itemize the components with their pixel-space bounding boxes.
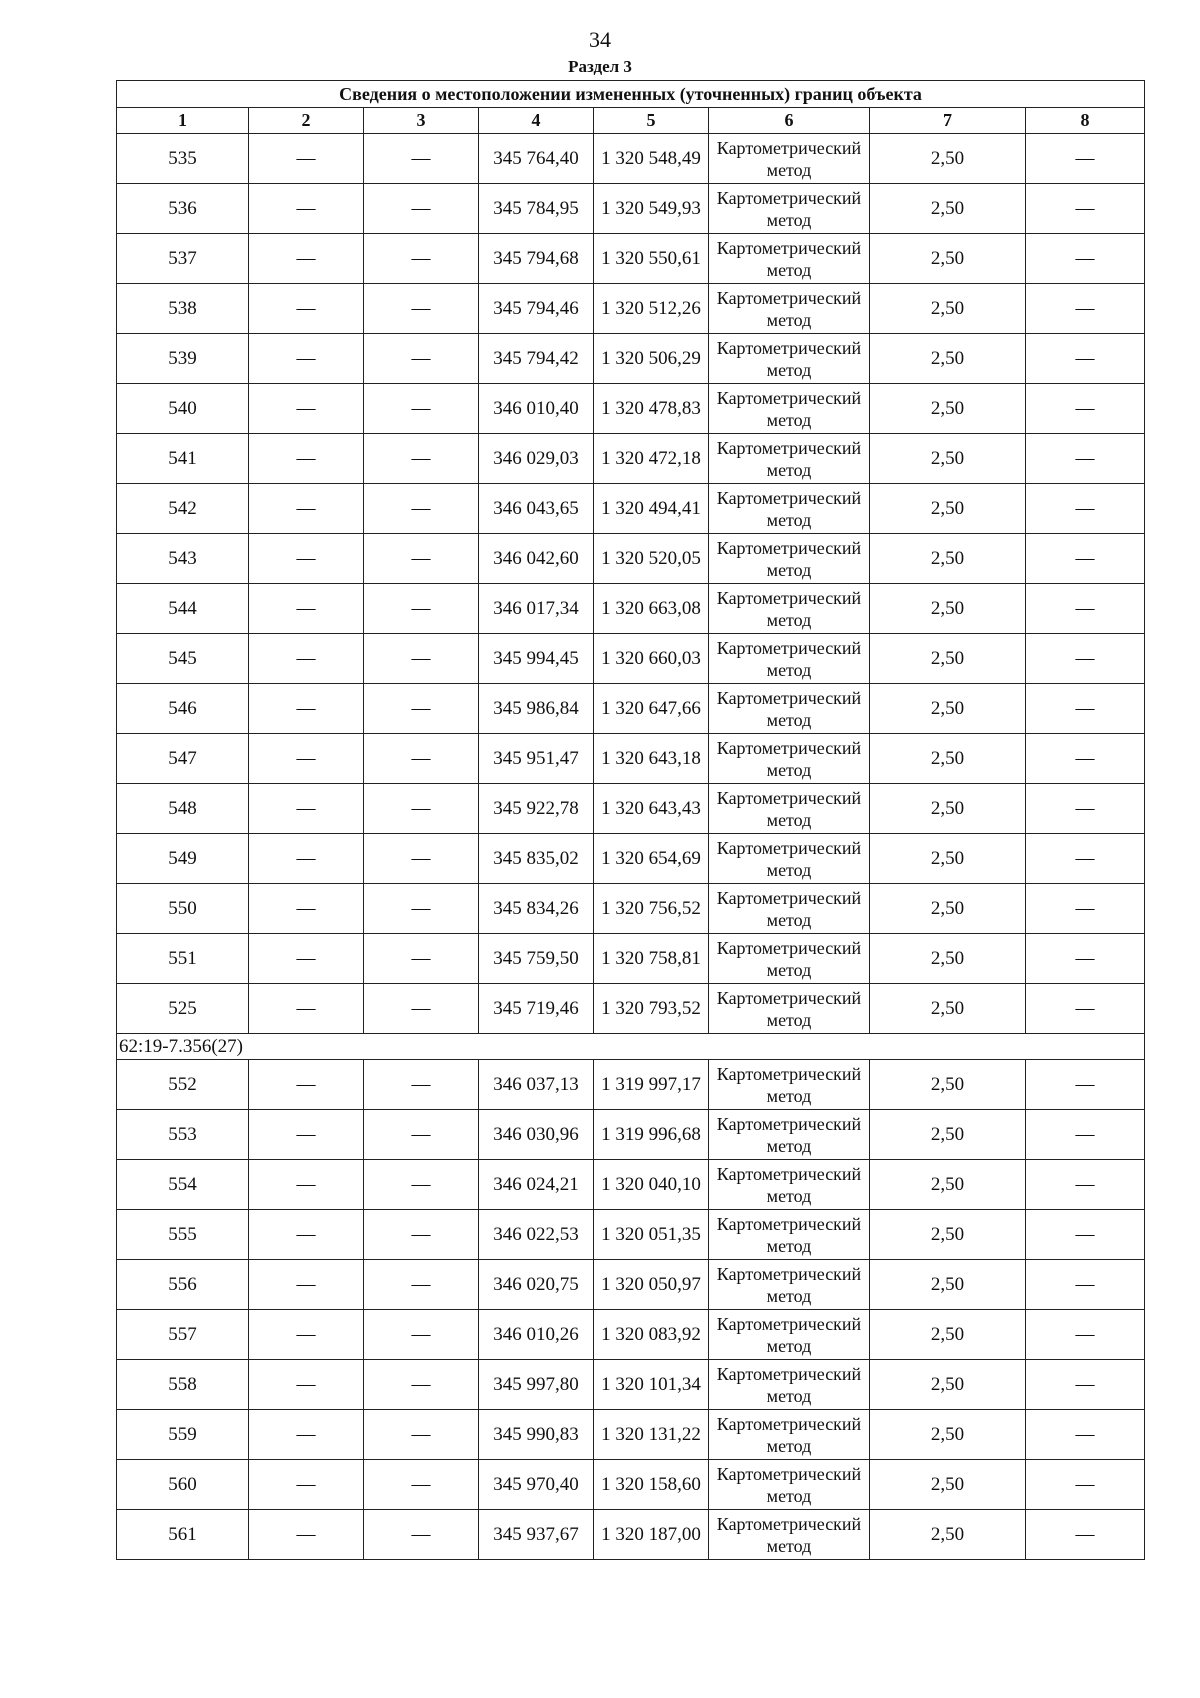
cell-new-y: 1 319 997,17 <box>594 1060 709 1110</box>
table-row <box>117 284 1145 334</box>
cell-precision: 2,50 <box>870 784 1026 834</box>
cell-description: — <box>1026 1310 1145 1360</box>
column-number-7: 7 <box>870 108 1026 134</box>
cell-description: — <box>1026 884 1145 934</box>
cell-method: Картометрический метод <box>709 534 870 584</box>
column-number-4: 4 <box>479 108 594 134</box>
cell-precision: 2,50 <box>870 1310 1026 1360</box>
cell-point-number: 544 <box>117 584 249 634</box>
cell-old-x: — <box>249 1210 364 1260</box>
cell-precision: 2,50 <box>870 1160 1026 1210</box>
cell-point-number: 541 <box>117 434 249 484</box>
cell-new-x: 345 970,40 <box>479 1460 594 1510</box>
table-row <box>117 134 1145 184</box>
cell-precision: 2,50 <box>870 334 1026 384</box>
cell-old-x: — <box>249 1310 364 1360</box>
cell-point-number: 549 <box>117 834 249 884</box>
cell-method: Картометрический метод <box>709 184 870 234</box>
cell-point-number: 535 <box>117 134 249 184</box>
cell-point-number: 550 <box>117 884 249 934</box>
cell-method: Картометрический метод <box>709 1360 870 1410</box>
cell-point-number: 537 <box>117 234 249 284</box>
cell-point-number: 545 <box>117 634 249 684</box>
cell-point-number: 543 <box>117 534 249 584</box>
page-number: 34 <box>589 27 611 52</box>
table-row <box>117 1360 1145 1410</box>
cell-old-x: — <box>249 1160 364 1210</box>
cell-old-x: — <box>249 1260 364 1310</box>
table-body <box>117 134 1145 1560</box>
cell-old-y: — <box>364 534 479 584</box>
table-row <box>117 434 1145 484</box>
cell-point-number: 560 <box>117 1460 249 1510</box>
cell-point-number: 561 <box>117 1510 249 1560</box>
cell-description: — <box>1026 234 1145 284</box>
group-label: 62:19-7.356(27) <box>117 1034 1145 1060</box>
cell-new-y: 1 319 996,68 <box>594 1110 709 1160</box>
table-row <box>117 1510 1145 1560</box>
cell-old-y: — <box>364 234 479 284</box>
cell-old-x: — <box>249 334 364 384</box>
cell-new-x: 345 784,95 <box>479 184 594 234</box>
cell-new-y: 1 320 654,69 <box>594 834 709 884</box>
cell-old-y: — <box>364 1510 479 1560</box>
cell-new-y: 1 320 549,93 <box>594 184 709 234</box>
cell-old-x: — <box>249 1110 364 1160</box>
table-row <box>117 934 1145 984</box>
cell-new-x: 345 794,42 <box>479 334 594 384</box>
cell-new-y: 1 320 660,03 <box>594 634 709 684</box>
cell-old-y: — <box>364 1110 479 1160</box>
cell-point-number: 554 <box>117 1160 249 1210</box>
group-label-row <box>117 1034 1145 1060</box>
cell-precision: 2,50 <box>870 134 1026 184</box>
cell-description: — <box>1026 934 1145 984</box>
cell-description: — <box>1026 734 1145 784</box>
cell-method: Картометрический метод <box>709 1110 870 1160</box>
cell-method: Картометрический метод <box>709 584 870 634</box>
cell-new-x: 345 951,47 <box>479 734 594 784</box>
cell-old-y: — <box>364 634 479 684</box>
cell-old-x: — <box>249 734 364 784</box>
cell-description: — <box>1026 834 1145 884</box>
cell-new-x: 346 017,34 <box>479 584 594 634</box>
cell-old-y: — <box>364 584 479 634</box>
cell-description: — <box>1026 1360 1145 1410</box>
cell-new-y: 1 320 758,81 <box>594 934 709 984</box>
cell-description: — <box>1026 1260 1145 1310</box>
cell-old-x: — <box>249 184 364 234</box>
cell-description: — <box>1026 134 1145 184</box>
table-row <box>117 234 1145 284</box>
cell-description: — <box>1026 284 1145 334</box>
column-number-8: 8 <box>1026 108 1145 134</box>
cell-new-x: 345 719,46 <box>479 984 594 1034</box>
cell-old-y: — <box>364 734 479 784</box>
table-row <box>117 1110 1145 1160</box>
table-row <box>117 884 1145 934</box>
cell-description: — <box>1026 584 1145 634</box>
cell-method: Картометрический метод <box>709 1310 870 1360</box>
cell-old-y: — <box>364 884 479 934</box>
cell-new-y: 1 320 083,92 <box>594 1310 709 1360</box>
cell-new-x: 346 043,65 <box>479 484 594 534</box>
cell-description: — <box>1026 1210 1145 1260</box>
cell-old-y: — <box>364 784 479 834</box>
cell-precision: 2,50 <box>870 1110 1026 1160</box>
cell-point-number: 542 <box>117 484 249 534</box>
cell-precision: 2,50 <box>870 1260 1026 1310</box>
cell-precision: 2,50 <box>870 734 1026 784</box>
section-title: Раздел 3 <box>568 57 632 76</box>
column-number-6: 6 <box>709 108 870 134</box>
cell-new-y: 1 320 051,35 <box>594 1210 709 1260</box>
cell-old-y: — <box>364 934 479 984</box>
cell-old-x: — <box>249 834 364 884</box>
cell-point-number: 553 <box>117 1110 249 1160</box>
cell-precision: 2,50 <box>870 634 1026 684</box>
cell-method: Картометрический метод <box>709 684 870 734</box>
table-row <box>117 1160 1145 1210</box>
cell-description: — <box>1026 684 1145 734</box>
cell-old-y: — <box>364 1310 479 1360</box>
cell-old-x: — <box>249 934 364 984</box>
cell-point-number: 525 <box>117 984 249 1034</box>
cell-point-number: 558 <box>117 1360 249 1410</box>
table-row <box>117 184 1145 234</box>
cell-precision: 2,50 <box>870 1460 1026 1510</box>
cell-method: Картометрический метод <box>709 1410 870 1460</box>
table-row <box>117 334 1145 384</box>
cell-method: Картометрический метод <box>709 434 870 484</box>
cell-old-x: — <box>249 884 364 934</box>
cell-point-number: 552 <box>117 1060 249 1110</box>
table-row <box>117 1060 1145 1110</box>
table-row <box>117 1260 1145 1310</box>
cell-precision: 2,50 <box>870 884 1026 934</box>
cell-old-x: — <box>249 984 364 1034</box>
cell-new-x: 346 010,26 <box>479 1310 594 1360</box>
cell-new-y: 1 320 643,18 <box>594 734 709 784</box>
cell-old-y: — <box>364 1360 479 1410</box>
cell-old-x: — <box>249 1510 364 1560</box>
cell-point-number: 539 <box>117 334 249 384</box>
cell-new-x: 345 835,02 <box>479 834 594 884</box>
table-row <box>117 1210 1145 1260</box>
column-number-2: 2 <box>249 108 364 134</box>
cell-precision: 2,50 <box>870 1510 1026 1560</box>
cell-method: Картометрический метод <box>709 334 870 384</box>
cell-new-y: 1 320 040,10 <box>594 1160 709 1210</box>
cell-point-number: 555 <box>117 1210 249 1260</box>
cell-point-number: 559 <box>117 1410 249 1460</box>
cell-precision: 2,50 <box>870 1060 1026 1110</box>
cell-new-x: 346 029,03 <box>479 434 594 484</box>
cell-old-x: — <box>249 1360 364 1410</box>
cell-new-x: 345 764,40 <box>479 134 594 184</box>
cell-new-x: 345 990,83 <box>479 1410 594 1460</box>
cell-method: Картометрический метод <box>709 1060 870 1110</box>
cell-old-y: — <box>364 834 479 884</box>
cell-old-y: — <box>364 334 479 384</box>
cell-old-y: — <box>364 1460 479 1510</box>
cell-old-y: — <box>364 684 479 734</box>
cell-new-x: 345 922,78 <box>479 784 594 834</box>
cell-precision: 2,50 <box>870 834 1026 884</box>
cell-precision: 2,50 <box>870 384 1026 434</box>
cell-new-x: 346 037,13 <box>479 1060 594 1110</box>
table-row <box>117 1460 1145 1510</box>
cell-new-y: 1 320 550,61 <box>594 234 709 284</box>
cell-old-y: — <box>364 984 479 1034</box>
cell-method: Картометрический метод <box>709 634 870 684</box>
table-row <box>117 384 1145 434</box>
cell-new-y: 1 320 643,43 <box>594 784 709 834</box>
cell-new-y: 1 320 101,34 <box>594 1360 709 1410</box>
cell-old-x: — <box>249 384 364 434</box>
cell-point-number: 546 <box>117 684 249 734</box>
cell-old-y: — <box>364 1160 479 1210</box>
cell-precision: 2,50 <box>870 684 1026 734</box>
cell-description: — <box>1026 1460 1145 1510</box>
cell-method: Картометрический метод <box>709 1210 870 1260</box>
table-row <box>117 734 1145 784</box>
cell-point-number: 547 <box>117 734 249 784</box>
table-row <box>117 584 1145 634</box>
cell-old-x: — <box>249 1060 364 1110</box>
cell-method: Картометрический метод <box>709 984 870 1034</box>
cell-precision: 2,50 <box>870 184 1026 234</box>
cell-new-x: 345 794,68 <box>479 234 594 284</box>
cell-new-y: 1 320 158,60 <box>594 1460 709 1510</box>
cell-old-x: — <box>249 284 364 334</box>
cell-point-number: 540 <box>117 384 249 434</box>
cell-old-x: — <box>249 434 364 484</box>
cell-description: — <box>1026 1160 1145 1210</box>
cell-old-x: — <box>249 234 364 284</box>
cell-point-number: 538 <box>117 284 249 334</box>
cell-new-x: 346 030,96 <box>479 1110 594 1160</box>
cell-old-y: — <box>364 1210 479 1260</box>
cell-new-x: 345 759,50 <box>479 934 594 984</box>
cell-old-x: — <box>249 1410 364 1460</box>
cell-new-y: 1 320 512,26 <box>594 284 709 334</box>
cell-precision: 2,50 <box>870 534 1026 584</box>
cell-new-x: 346 022,53 <box>479 1210 594 1260</box>
cell-precision: 2,50 <box>870 284 1026 334</box>
cell-point-number: 548 <box>117 784 249 834</box>
table-row <box>117 634 1145 684</box>
cell-description: — <box>1026 1110 1145 1160</box>
table-row <box>117 1310 1145 1360</box>
cell-new-x: 346 024,21 <box>479 1160 594 1210</box>
cell-description: — <box>1026 784 1145 834</box>
cell-description: — <box>1026 184 1145 234</box>
cell-old-y: — <box>364 134 479 184</box>
cell-description: — <box>1026 384 1145 434</box>
cell-method: Картометрический метод <box>709 1160 870 1210</box>
cell-method: Картометрический метод <box>709 1510 870 1560</box>
cell-old-x: — <box>249 634 364 684</box>
cell-description: — <box>1026 334 1145 384</box>
cell-description: — <box>1026 484 1145 534</box>
cell-old-x: — <box>249 584 364 634</box>
cell-precision: 2,50 <box>870 234 1026 284</box>
cell-new-x: 345 834,26 <box>479 884 594 934</box>
cell-method: Картометрический метод <box>709 734 870 784</box>
cell-new-x: 345 997,80 <box>479 1360 594 1410</box>
table-row <box>117 984 1145 1034</box>
table-row <box>117 784 1145 834</box>
cell-method: Картометрический метод <box>709 784 870 834</box>
boundary-coordinates-table <box>116 80 1145 1560</box>
table-caption: Сведения о местоположении измененных (уточненных) границ объекта <box>117 81 1145 108</box>
cell-precision: 2,50 <box>870 434 1026 484</box>
cell-description: — <box>1026 634 1145 684</box>
cell-new-x: 345 986,84 <box>479 684 594 734</box>
cell-point-number: 536 <box>117 184 249 234</box>
cell-old-y: — <box>364 384 479 434</box>
cell-precision: 2,50 <box>870 584 1026 634</box>
cell-new-x: 346 010,40 <box>479 384 594 434</box>
cell-old-x: — <box>249 784 364 834</box>
cell-new-y: 1 320 494,41 <box>594 484 709 534</box>
cell-old-y: — <box>364 1260 479 1310</box>
cell-new-x: 345 937,67 <box>479 1510 594 1560</box>
cell-old-y: — <box>364 184 479 234</box>
cell-description: — <box>1026 1060 1145 1110</box>
cell-precision: 2,50 <box>870 1210 1026 1260</box>
cell-point-number: 557 <box>117 1310 249 1360</box>
cell-new-y: 1 320 520,05 <box>594 534 709 584</box>
cell-description: — <box>1026 434 1145 484</box>
cell-new-y: 1 320 793,52 <box>594 984 709 1034</box>
cell-method: Картометрический метод <box>709 1460 870 1510</box>
cell-precision: 2,50 <box>870 934 1026 984</box>
cell-old-y: — <box>364 1060 479 1110</box>
cell-old-y: — <box>364 434 479 484</box>
cell-new-y: 1 320 548,49 <box>594 134 709 184</box>
column-number-1: 1 <box>117 108 249 134</box>
cell-method: Картометрический метод <box>709 234 870 284</box>
cell-old-x: — <box>249 534 364 584</box>
cell-method: Картометрический метод <box>709 134 870 184</box>
cell-method: Картометрический метод <box>709 284 870 334</box>
cell-new-y: 1 320 131,22 <box>594 1410 709 1460</box>
cell-description: — <box>1026 534 1145 584</box>
cell-method: Картометрический метод <box>709 934 870 984</box>
cell-description: — <box>1026 984 1145 1034</box>
cell-method: Картометрический метод <box>709 384 870 434</box>
cell-method: Картометрический метод <box>709 484 870 534</box>
cell-new-y: 1 320 506,29 <box>594 334 709 384</box>
table-row <box>117 1410 1145 1460</box>
cell-new-y: 1 320 756,52 <box>594 884 709 934</box>
cell-new-y: 1 320 472,18 <box>594 434 709 484</box>
cell-method: Картометрический метод <box>709 834 870 884</box>
cell-new-x: 345 794,46 <box>479 284 594 334</box>
cell-description: — <box>1026 1410 1145 1460</box>
cell-precision: 2,50 <box>870 1360 1026 1410</box>
cell-precision: 2,50 <box>870 984 1026 1034</box>
cell-new-x: 345 994,45 <box>479 634 594 684</box>
cell-method: Картометрический метод <box>709 884 870 934</box>
cell-new-y: 1 320 187,00 <box>594 1510 709 1560</box>
cell-point-number: 551 <box>117 934 249 984</box>
cell-old-y: — <box>364 284 479 334</box>
cell-method: Картометрический метод <box>709 1260 870 1310</box>
column-number-5: 5 <box>594 108 709 134</box>
cell-new-x: 346 042,60 <box>479 534 594 584</box>
column-number-row <box>117 108 1145 134</box>
cell-precision: 2,50 <box>870 484 1026 534</box>
table-row <box>117 834 1145 884</box>
cell-point-number: 556 <box>117 1260 249 1310</box>
column-number-3: 3 <box>364 108 479 134</box>
cell-precision: 2,50 <box>870 1410 1026 1460</box>
cell-old-x: — <box>249 684 364 734</box>
cell-new-y: 1 320 478,83 <box>594 384 709 434</box>
cell-old-x: — <box>249 134 364 184</box>
table-row <box>117 534 1145 584</box>
cell-old-y: — <box>364 484 479 534</box>
cell-old-x: — <box>249 484 364 534</box>
cell-old-y: — <box>364 1410 479 1460</box>
cell-description: — <box>1026 1510 1145 1560</box>
cell-new-y: 1 320 050,97 <box>594 1260 709 1310</box>
table-row <box>117 684 1145 734</box>
cell-new-x: 346 020,75 <box>479 1260 594 1310</box>
table-row <box>117 484 1145 534</box>
cell-new-y: 1 320 647,66 <box>594 684 709 734</box>
cell-new-y: 1 320 663,08 <box>594 584 709 634</box>
cell-old-x: — <box>249 1460 364 1510</box>
